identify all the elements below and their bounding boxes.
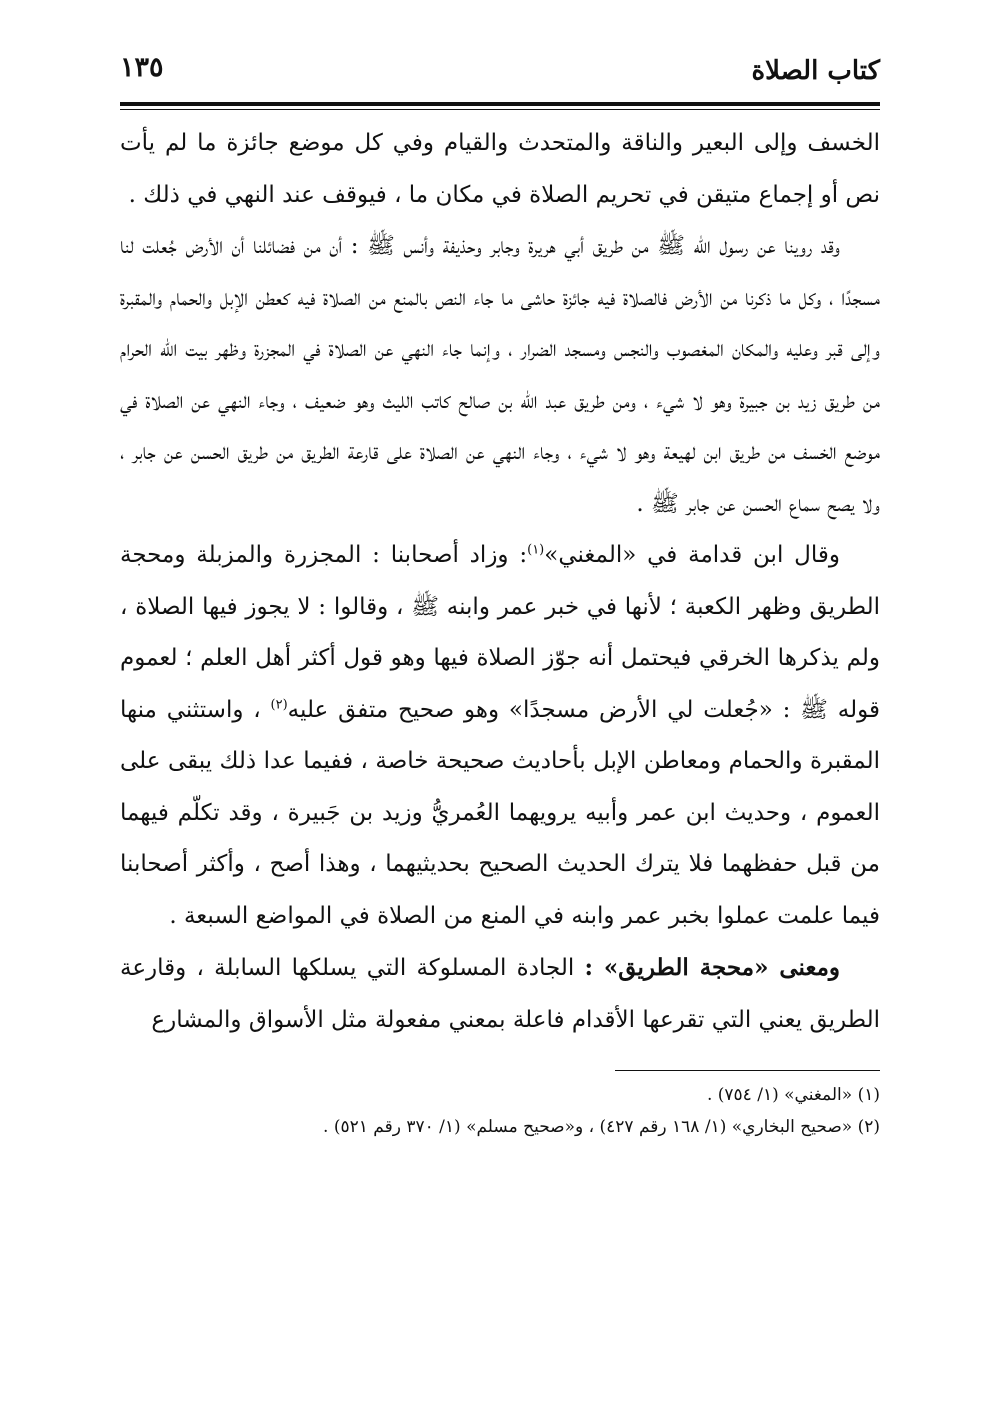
paragraph-3-part-1: وقال ابن قدامة في «المغني» <box>544 542 840 568</box>
page-number: ١٣٥ <box>120 52 164 83</box>
paragraph-1: الخسف وإلى البعير والناقة والمتحدث والقيام وفي كل موضع جائزة ما لم يأت نص أو إجماع متيقن في تحريم الصلاة في مكان ما ، فيوقف عند النهي في ذلك . <box>120 130 880 208</box>
defined-term: ومعنى «محجة الطريق» : <box>584 954 840 981</box>
header-rule-thick <box>120 102 880 106</box>
footnote-ref-1: (١) <box>527 542 545 558</box>
paragraph-3 <box>120 530 880 942</box>
main-text <box>120 118 880 1046</box>
paragraph-4 <box>120 942 880 1046</box>
footnote-separator <box>615 1070 880 1071</box>
footnotes <box>120 1079 880 1143</box>
header-rule-thin <box>120 109 880 110</box>
paragraph-2: وقد روينا عن رسول الله ﷺ من طريق أبي هريرة وجابر وحذيفة وأنس ﷺ : أن من فضائلنا أن الأرض جُعلت لنا مسجدًا ، وكل ما ذكرنا من الأرض فالصلاة فيه جائزة حاشى ما جاء النص بالمنع من الصلاة فيه كعطن الإبل والحمام والمقبرة وإلى قبر وعليه والمكان المغصوب والنجس ومسجد الضرار ، وإنما جاء النهي عن الصلاة في المجزرة وظهر بيت الله الحرام من طريق زيد بن جبيرة وهو لا شيء ، ومن طريق عبد الله بن صالح كاتب الليث وهو ضعيف ، وجاء النهي عن الصلاة في موضع الخسف من طريق ابن لهيعة وهو لا شيء ، وجاء النهي عن الصلاة على قارعة الطريق من طريق الحسن عن جابر ، ولا يصح سماع الحسن عن جابر ﷺ . <box>120 233 880 517</box>
book-page <box>120 52 880 1143</box>
footnote-1: (١) «المغني» (١/ ٧٥٤) . <box>706 1085 880 1105</box>
paragraph-3-part-2: : وزاد أصحابنا : المجزرة والمزبلة ومحجة الطريق وظهر الكعبة ؛ لأنها في خبر عمر وابنه ﷺ ، وقالوا : لا يجوز فيها الصلاة ، ولم يذكرها الخرقي فيحتمل أنه جوّز الصلاة فيها وهو قول أكثر أهل العلم ؛ لعموم قوله ﷺ : «جُعلت لي الأرض مسجدًا» وهو صحيح متفق عليه <box>120 542 880 723</box>
paragraph-4-text: الجادة المسلوكة التي يسلكها السابلة ، وقارعة الطريق يعني التي تقرعها الأقدام فاعلة بمعني مفعولة مثل الأسواق والمشارع <box>120 955 880 1033</box>
page-header <box>120 52 880 102</box>
running-title: كتاب الصلاة <box>751 56 880 86</box>
paragraph-3-part-3: ، واستثني منها المقبرة والحمام ومعاطن الإبل بأحاديث صحيحة خاصة ، ففيما عدا ذلك يبقى على العموم ، وحديث ابن عمر وأبيه يرويهما العُمريُّ وزيد بن جَبيرة ، وقد تكلّم فيهما من قبل حفظهما فلا يترك الحديث الصحيح بحديثيهما ، وهذا أصح ، وأكثر أصحابنا فيما علمت عملوا بخبر عمر وابنه في المنع من الصلاة في المواضع السبعة . <box>120 696 880 929</box>
footnote-ref-2: (٢) <box>270 696 288 712</box>
footnote-2: (٢) «صحيح البخاري» (١/ ١٦٨ رقم ٤٢٧) ، و«صحيح مسلم» (١/ ٣٧٠ رقم ٥٢١) . <box>323 1117 880 1137</box>
